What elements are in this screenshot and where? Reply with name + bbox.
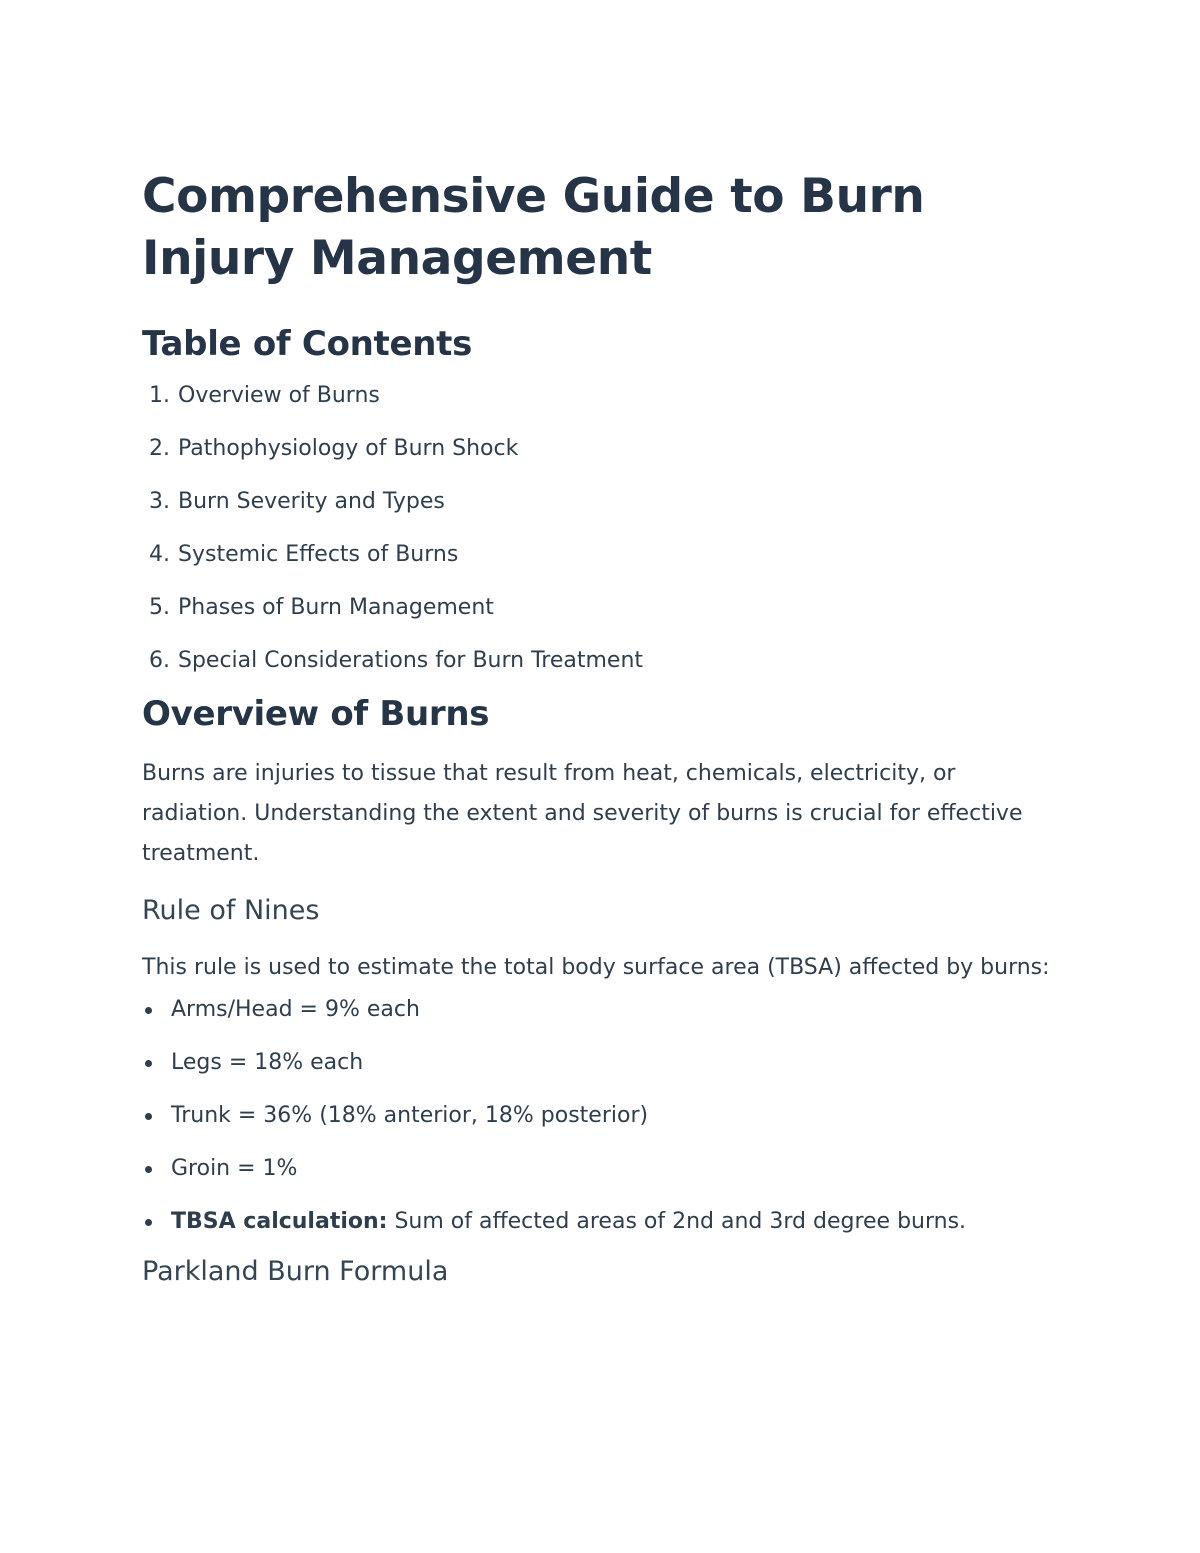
toc-item[interactable] <box>142 541 1062 569</box>
parkland-formula-heading: Parkland Burn Formula <box>142 1256 449 1287</box>
toc-item[interactable] <box>142 488 1062 516</box>
bullet-icon <box>145 1166 152 1173</box>
overview-paragraph: Burns are injuries to tissue that result from heat, chemicals, electricity, or radiation. Understanding the extent and severity of burns is crucial for effective treatment. <box>142 761 1023 866</box>
toc-item[interactable] <box>142 647 1062 675</box>
rule-of-nines-paragraph: This rule is used to estimate the total body surface area (TBSA) affected by burns: <box>142 955 1050 980</box>
document-page <box>142 166 1062 1289</box>
toc-item-label: Phases of Burn Management <box>178 595 494 620</box>
toc-item-label: Systemic Effects of Burns <box>178 542 459 567</box>
toc-item-number: 2. <box>149 436 170 461</box>
toc-item-label: Overview of Burns <box>178 383 380 408</box>
toc-item-number: 1. <box>149 383 170 408</box>
rule-of-nines-heading: Rule of Nines <box>142 895 320 926</box>
list-item-text: Legs = 18% each <box>171 1050 364 1075</box>
toc-item-number: 6. <box>149 648 170 673</box>
list-item-text: Sum of affected areas of 2nd and 3rd degree burns. <box>387 1209 967 1234</box>
toc-heading: Table of Contents <box>142 324 473 364</box>
bullet-icon <box>145 1060 152 1067</box>
toc-item-number: 3. <box>149 489 170 514</box>
toc-item[interactable] <box>142 594 1062 622</box>
list-item-bold-label: TBSA calculation: <box>171 1209 388 1234</box>
list-item-text: Trunk = 36% (18% anterior, 18% posterior) <box>171 1103 649 1128</box>
list-item <box>142 1155 1062 1183</box>
list-item <box>142 1102 1062 1130</box>
bullet-icon <box>145 1007 152 1014</box>
toc-item-number: 5. <box>149 595 170 620</box>
toc-item-label: Pathophysiology of Burn Shock <box>178 436 519 461</box>
bullet-icon <box>145 1113 152 1120</box>
toc-item[interactable] <box>142 382 1062 410</box>
list-item <box>142 1208 1062 1236</box>
list-item-text: Arms/Head = 9% each <box>171 997 420 1022</box>
toc-list <box>142 382 1062 675</box>
list-item-text: Groin = 1% <box>171 1156 298 1181</box>
list-item <box>142 996 1062 1024</box>
toc-item-label: Burn Severity and Types <box>178 489 445 514</box>
document-title: Comprehensive Guide to Burn Injury Management <box>142 169 925 286</box>
toc-item-label: Special Considerations for Burn Treatment <box>178 648 644 673</box>
rule-of-nines-list <box>142 996 1062 1236</box>
list-item <box>142 1049 1062 1077</box>
overview-heading: Overview of Burns <box>142 694 490 734</box>
bullet-icon <box>145 1219 152 1226</box>
toc-item-number: 4. <box>149 542 170 567</box>
toc-item[interactable] <box>142 435 1062 463</box>
